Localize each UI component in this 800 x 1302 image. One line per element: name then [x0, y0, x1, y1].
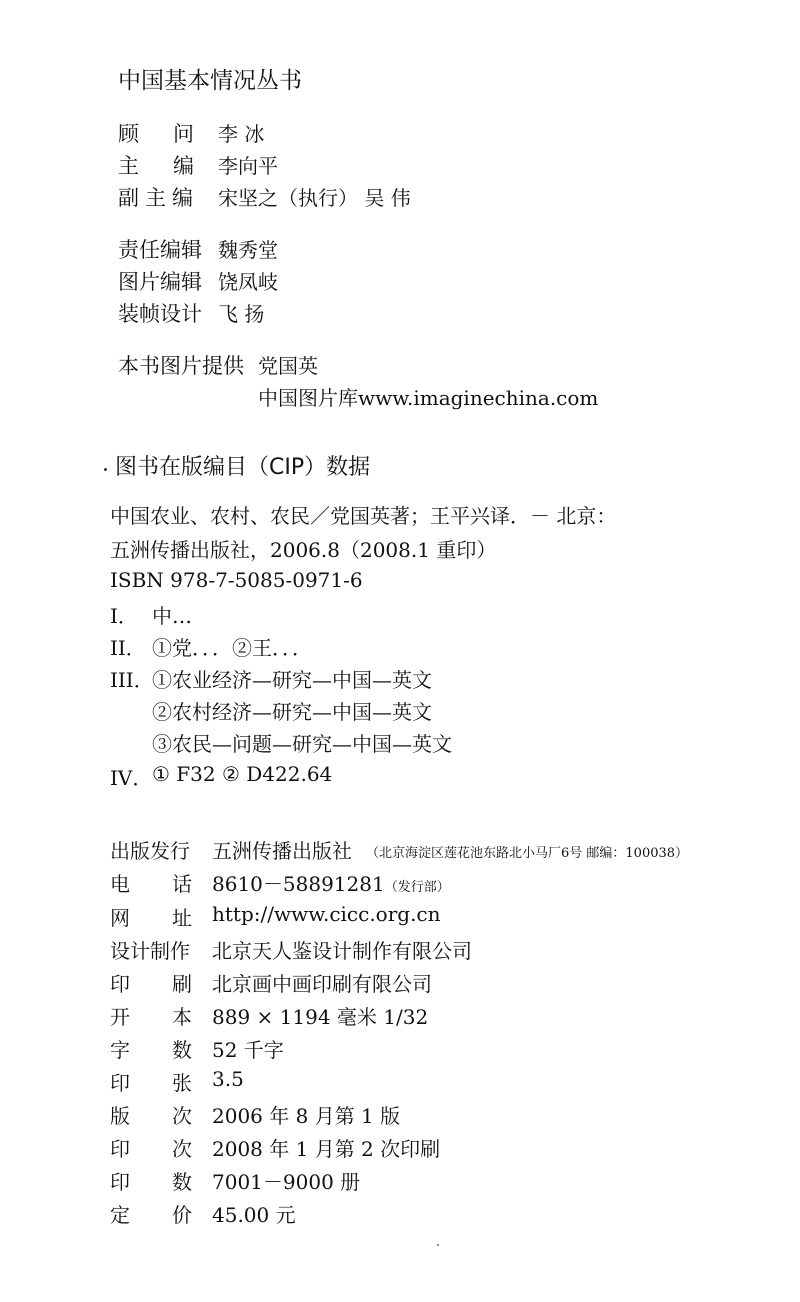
- series-title: 中国基本情况丛书: [118, 68, 302, 94]
- cip-heading: 图书在版编目（CIP）数据: [115, 455, 371, 480]
- credit-value-advisor: 李 冰: [218, 122, 265, 146]
- pub-label-printer: 印 刷: [110, 972, 192, 996]
- credit-value-deputy-editor: 宋坚之（执行） 吴 伟: [218, 186, 411, 210]
- editor-value-responsible: 魏秀堂: [218, 238, 278, 262]
- pub-value-edition: 2006 年 8 月第 1 版: [212, 1104, 401, 1128]
- publisher-address: （北京海淀区莲花池东路北小马厂6号 邮编：100038）: [366, 846, 689, 861]
- credit-label-advisor: 顾 问: [118, 122, 194, 146]
- pub-label-price: 定 价: [110, 1203, 192, 1227]
- cip-item-text: ①农业经济—研究—中国—英文: [152, 668, 432, 692]
- credit-label-chief-editor: 主 编: [118, 154, 194, 178]
- pub-value-phone: 8610－58891281（发行部）: [212, 872, 450, 896]
- pub-value-website: http://www.cicc.org.cn: [212, 902, 441, 926]
- pub-label-print-date: 印 次: [110, 1137, 192, 1161]
- pub-value-print-date: 2008 年 1 月第 2 次印刷: [212, 1137, 441, 1161]
- cip-line-1: 中国农业、农村、农民／党国英著；王平兴译．－ 北京：: [110, 504, 617, 528]
- photo-credit-value-1: 党国英: [258, 354, 318, 378]
- pub-label-edition: 版 次: [110, 1104, 192, 1128]
- pub-value-sheets: 3.5: [212, 1067, 244, 1091]
- pub-value-print-run: 7001－9000 册: [212, 1170, 361, 1194]
- cip-item-text: 中…: [152, 604, 192, 628]
- photo-credit-value-2: 中国图片库www.imaginechina.com: [258, 386, 599, 410]
- pub-label-format: 开 本: [110, 1005, 192, 1029]
- publisher-value: 五洲传播出版社: [212, 839, 352, 863]
- pub-value-wordcount: 52 千字: [212, 1038, 284, 1062]
- credit-value-chief-editor: 李向平: [218, 154, 278, 178]
- cip-item-text: ③农民—问题—研究—中国—英文: [152, 732, 452, 756]
- credit-label-deputy-editor: 副 主 编: [118, 186, 193, 210]
- pub-label-wordcount: 字 数: [110, 1038, 192, 1062]
- pub-label-website: 网 址: [110, 906, 192, 930]
- photo-credit-label: 本书图片提供: [118, 354, 244, 378]
- pub-label-print-run: 印 数: [110, 1170, 192, 1194]
- cip-item-num: IV．: [110, 766, 153, 790]
- cip-item-num: II．: [110, 636, 146, 660]
- margin-dot: [104, 468, 107, 471]
- pub-label-design: 设计制作: [110, 939, 190, 963]
- pub-label-sheets: 印 张: [110, 1071, 192, 1095]
- editor-label-responsible: 责任编辑: [118, 238, 202, 262]
- pub-value-printer: 北京画中画印刷有限公司: [212, 972, 432, 996]
- pub-value-price: 45.00 元: [212, 1203, 296, 1227]
- editor-label-photo: 图片编辑: [118, 270, 202, 294]
- cip-item-text: ① F32 ② D422.64: [152, 762, 333, 786]
- editor-value-photo: 饶凤岐: [218, 270, 278, 294]
- pub-label-phone: 电 话: [110, 872, 192, 896]
- pub-value-design: 北京天人鉴设计制作有限公司: [212, 939, 472, 963]
- cip-line-2: 五洲传播出版社，2006.8（2008.1 重印）: [110, 538, 497, 562]
- editor-value-design: 飞 扬: [218, 302, 265, 326]
- cip-item-text: ①党．．．②王．．．: [152, 636, 312, 660]
- pub-value-format: 889 × 1194 毫米 1/32: [212, 1005, 429, 1029]
- cip-isbn: ISBN 978-7-5085-0971-6: [110, 568, 363, 592]
- cip-item-text: ②农村经济—研究—中国—英文: [152, 700, 432, 724]
- editor-label-design: 装帧设计: [118, 302, 202, 326]
- cip-item-num: III．: [110, 668, 154, 692]
- publisher-label: 出版发行: [110, 839, 190, 863]
- bottom-dot: [437, 1244, 439, 1246]
- cip-item-num: I．: [110, 604, 138, 628]
